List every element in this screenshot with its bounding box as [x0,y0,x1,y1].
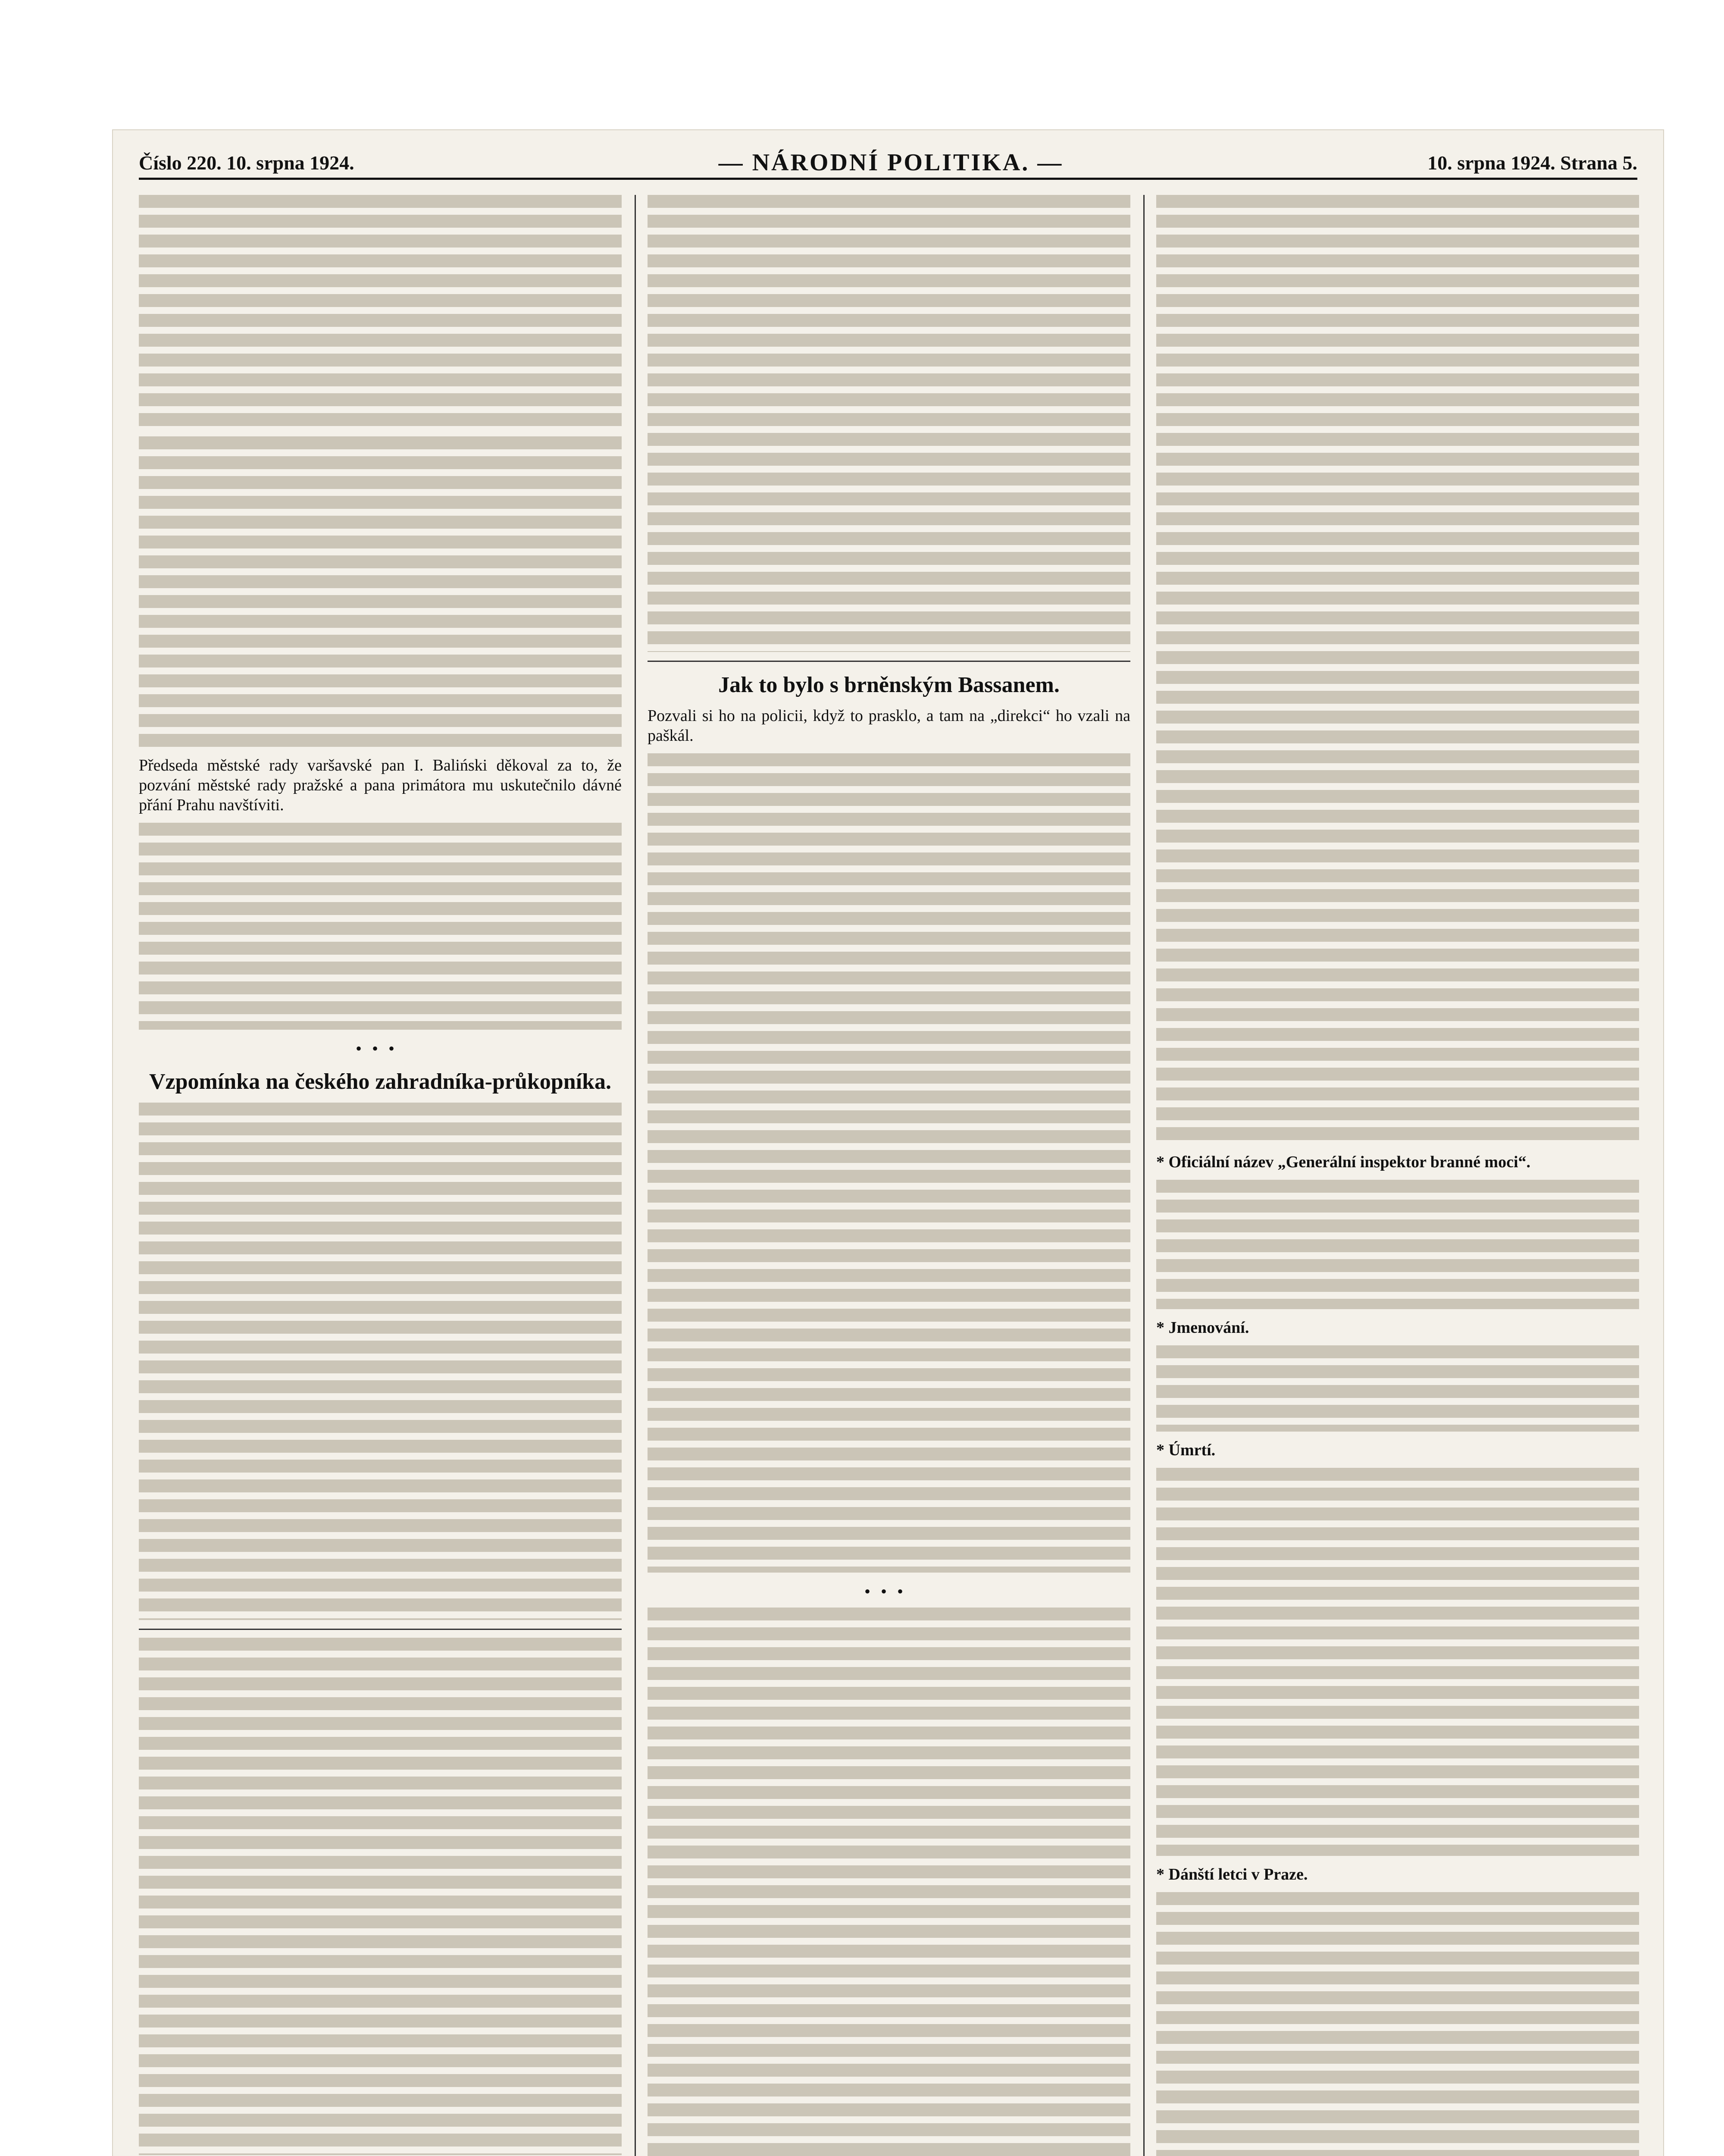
article-rule [139,1629,622,1630]
paragraph: Pozvali si ho na policii, když to prasklo, a tam na „direkci“ ho vzali na paškál. [648,707,1130,745]
newspaper-page [112,129,1664,2156]
column-rule [635,195,636,2156]
text-block-placeholder [139,195,622,428]
news-item-heading: * Úmrtí. [1156,1441,1216,1459]
column-3 [1156,195,1639,2156]
news-item-heading: * Jmenování. [1156,1319,1249,1337]
section-separator: ••• [355,1039,405,1058]
news-item-heading: * Oficiální název „Generální inspektor branné moci“. [1156,1153,1531,1171]
news-item-heading: * Dánští letci v Praze. [1156,1865,1308,1883]
column-2 [648,195,1130,2156]
text-block-placeholder [648,1608,1130,2156]
text-block-placeholder [139,1638,622,2155]
newspaper-title: — NÁRODNÍ POLITIKA. — [718,149,1064,176]
text-block-placeholder [1156,195,1639,1144]
masthead [139,147,1637,180]
text-block-placeholder [1156,1345,1639,1432]
text-block-placeholder [1156,1892,1639,2156]
article-heading: Vzpomínka na českého zahradníka-průkopníka. [149,1069,612,1094]
text-block-placeholder [139,823,622,1030]
section-separator: ••• [864,1582,914,1601]
issue-date-left: Číslo 220. 10. srpna 1924. [139,151,354,174]
paragraph: Předseda městské rady varšavské pan I. Baliński děkoval za to, že pozvání městské rady pražské a pana primátora mu uskutečnilo dávné přání Prahu navštíviti. [139,756,622,814]
date-page-right: 10. srpna 1924. Strana 5. [1427,151,1637,174]
text-block-placeholder [139,436,622,747]
text-block-placeholder [648,195,1130,652]
article-rule [648,661,1130,662]
text-block-placeholder [139,1103,622,1620]
column-1 [139,195,622,2156]
text-block-placeholder [1156,1468,1639,1856]
text-block-placeholder [1156,1180,1639,1309]
article-heading: Jak to bylo s brněnským Bassanem. [718,673,1060,697]
text-block-placeholder [648,753,1130,1573]
column-rule [1143,195,1145,2156]
